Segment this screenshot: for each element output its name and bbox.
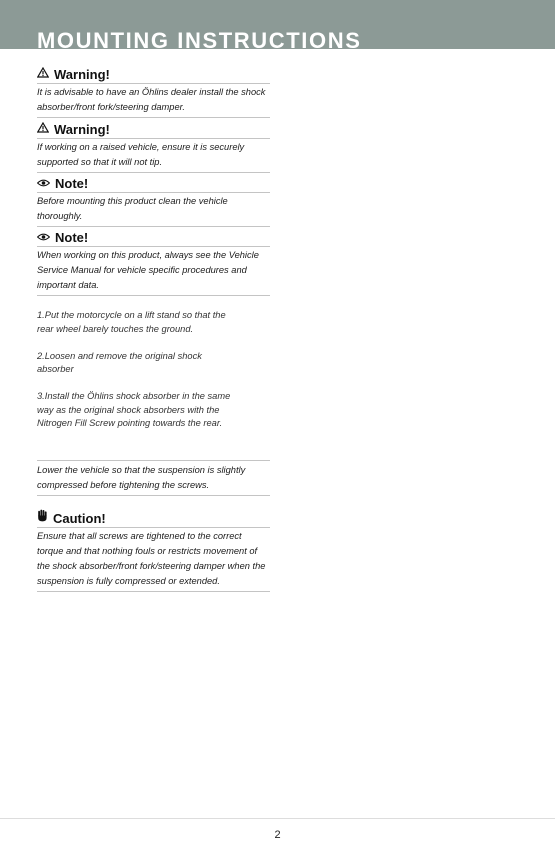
note-notice-clean [37, 175, 270, 227]
footer-divider [0, 818, 555, 819]
eye-icon [37, 228, 50, 246]
page-header [0, 0, 555, 49]
instruction-steps [37, 309, 270, 444]
eye-icon [37, 174, 50, 192]
page-title: MOUNTING INSTRUCTIONS [37, 28, 362, 49]
warning-notice-dealer [37, 66, 270, 118]
notice-title: Warning! [54, 66, 110, 82]
notice-title: Note! [55, 175, 89, 191]
warning-triangle-icon [37, 120, 49, 138]
notice-header [37, 121, 270, 139]
notice-header [37, 510, 270, 528]
step-3: 3.Install the Öhlins shock absorber in the same way as the original shock absorbers with the Nitrogen Fill Screw pointing towards the rear. [37, 391, 231, 428]
step-1: 1.Put the motorcycle on a lift stand so that the rear wheel barely touches the ground. [37, 310, 226, 334]
notice-title: Note! [55, 229, 89, 245]
notice-body: Before mounting this product clean the vehicle thoroughly. [37, 193, 270, 227]
note-notice-manual [37, 229, 270, 296]
notice-title: Caution! [53, 510, 106, 526]
page-number: 2 [274, 829, 281, 841]
notice-body: When working on this product, always see the Vehicle Service Manual for vehicle specific procedures and important data. [37, 247, 270, 296]
hand-stop-icon [37, 509, 48, 527]
notice-body: If working on a raised vehicle, ensure it is securely supported so that it will not tip. [37, 139, 270, 173]
notice-header [37, 175, 270, 193]
lower-note-text: Lower the vehicle so that the suspension is slightly compressed before tightening the screws. [37, 461, 270, 496]
warning-notice-support [37, 121, 270, 173]
caution-notice [37, 510, 270, 592]
notice-body: Ensure that all screws are tightened to the correct torque and that nothing fouls or restricts movement of the shock absorber/front fork/steering damper when the suspension is fully compressed or extended. [37, 528, 270, 592]
warning-triangle-icon [37, 65, 49, 83]
notice-body: It is advisable to have an Öhlins dealer install the shock absorber/front fork/steering damper. [37, 84, 270, 118]
notice-header [37, 66, 270, 84]
notice-title: Warning! [54, 121, 110, 137]
notice-header [37, 229, 270, 247]
step-2: 2.Loosen and remove the original shock absorber [37, 350, 202, 374]
lower-vehicle-note [37, 460, 270, 496]
